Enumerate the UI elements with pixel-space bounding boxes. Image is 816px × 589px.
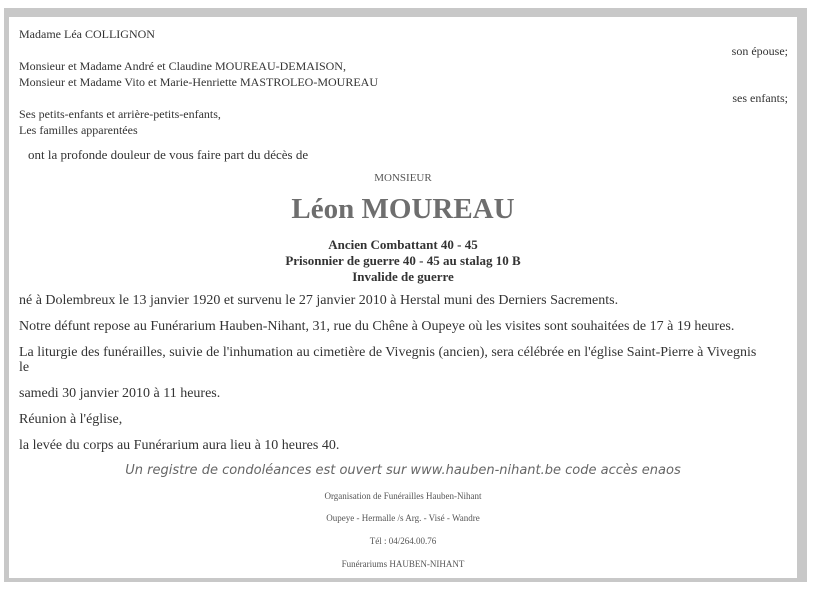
footer-funerariums: Funérariums HAUBEN-NIHANT	[341, 559, 465, 569]
title-veteran: Ancien Combattant 40 - 45	[328, 237, 478, 252]
spouse-role: son épouse;	[731, 44, 788, 58]
title-invalid: Invalide de guerre	[352, 269, 454, 284]
honorific: MONSIEUR	[374, 172, 432, 184]
children-role: ses enfants;	[732, 91, 788, 105]
levee-line: la levée du corps au Funérarium aura lieu à 10 heures 40.	[19, 438, 340, 453]
obituary-notice	[9, 17, 797, 578]
families-line: Les familles apparentées	[19, 123, 138, 137]
birth-death-line: né à Dolembreux le 13 janvier 1920 et survenu le 27 janvier 2010 à Herstal muni des Derniers Sacrements.	[19, 293, 619, 308]
ceremony-date: samedi 30 janvier 2010 à 11 heures.	[19, 386, 221, 401]
footer-locations: Oupeye - Hermalle /s Arg. - Visé - Wandre	[326, 513, 480, 523]
liturgy-line-2: le	[19, 360, 30, 375]
repose-line: Notre défunt repose au Funérarium Hauben-Nihant, 31, rue du Chêne à Oupeye où les visites sont souhaitées de 17 à 19 heures.	[19, 319, 735, 334]
footer-phone: Tél : 04/264.00.76	[369, 536, 437, 546]
grandchildren-line: Ses petits-enfants et arrière-petits-enfants,	[19, 107, 221, 121]
title-prisoner: Prisonnier de guerre 40 - 45 au stalag 10 B	[285, 253, 521, 268]
children-line-1: Monsieur et Madame André et Claudine MOUREAU-DEMAISON,	[19, 59, 346, 73]
children-line-2: Monsieur et Madame Vito et Marie-Henriette MASTROLEO-MOUREAU	[19, 75, 378, 89]
footer-organisation: Organisation de Funérailles Hauben-Nihant	[324, 491, 482, 501]
intro-line: ont la profonde douleur de vous faire part du décès de	[28, 147, 309, 162]
deceased-name: Léon MOUREAU	[291, 193, 515, 225]
spouse-name: Madame Léa COLLIGNON	[19, 27, 155, 41]
meeting-line: Réunion à l'église,	[19, 412, 123, 427]
condolence-registry-line: Un registre de condoléances est ouvert sur www.hauben-nihant.be code accès enaos	[125, 463, 681, 478]
liturgy-line-1: La liturgie des funérailles, suivie de l'inhumation au cimetière de Vivegnis (ancien), sera célébrée en l'église Saint-Pierre à Vivegnis	[19, 345, 757, 360]
